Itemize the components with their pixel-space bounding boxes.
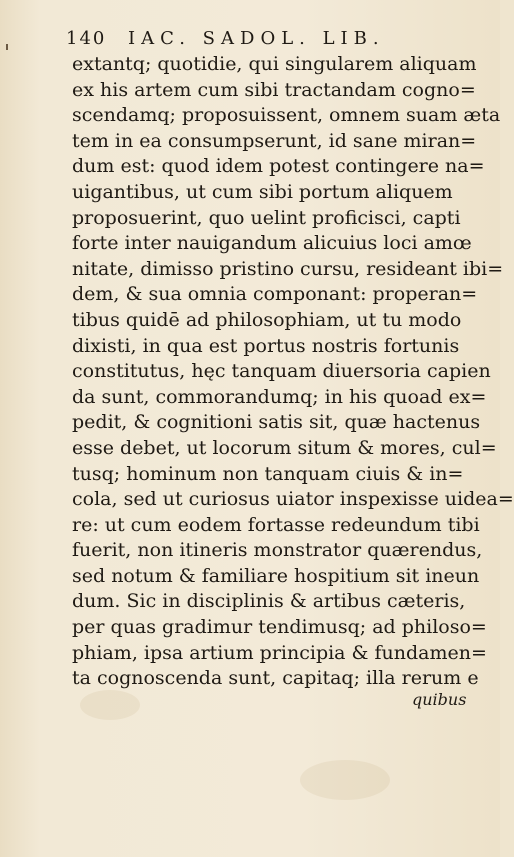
text-line: constitutus, hęc tanquam diuersoria capien xyxy=(72,360,491,383)
text-line: scendamq; proposuissent, omnem suam æta xyxy=(72,104,501,127)
text-line: da sunt, commorandumq; in his quoad ex= xyxy=(72,385,487,408)
paper-stain xyxy=(80,690,140,720)
text-line: extantq; quotidie, qui singularem aliquam xyxy=(72,53,477,75)
paper-stain xyxy=(300,760,390,800)
text-line: sed notum & familiare hospitium sit ineun xyxy=(72,564,480,587)
text-line: pedit, & cognitioni satis sit, quæ hactenus xyxy=(72,411,481,434)
text-line: dum. Sic in disciplinis & artibus cæteris, xyxy=(72,590,466,613)
text-line: ta cognoscenda sunt, capitaq; illa rerum e xyxy=(72,667,479,690)
text-line: cola, sed ut curiosus uiator inspexisse uidea= xyxy=(72,488,514,511)
text-line: tibus quidē ad philosophiam, ut tu modo xyxy=(72,308,462,331)
text-line: nitate, dimisso pristino cursu, resideant ibi= xyxy=(72,257,504,280)
text-line: ex his artem cum sibi tractandam cogno= xyxy=(72,78,476,101)
text-line: forte inter nauigandum alicuius loci amœ xyxy=(72,232,472,255)
margin-mark xyxy=(6,44,8,50)
text-line: esse debet, ut locorum situm & mores, cul= xyxy=(72,436,497,459)
text-line: uigantibus, ut cum sibi portum aliquem xyxy=(72,180,453,203)
text-line: dem, & sua omnia componant: properan= xyxy=(72,283,478,306)
text-line: re: ut cum eodem fortasse redeundum tibi xyxy=(72,513,480,536)
running-head: IAC. SADOL. LIB. xyxy=(128,28,385,49)
text-line: per quas gradimur tendimusq; ad philoso= xyxy=(72,616,487,639)
page-number: 140 xyxy=(66,28,107,49)
page-header xyxy=(66,28,426,52)
text-line: phiam, ipsa artium principia & fundamen= xyxy=(72,641,487,664)
text-line: dixisti, in qua est portus nostris fortunis xyxy=(72,334,460,357)
catchword: quibus xyxy=(412,690,467,709)
text-line: tem in ea consumpserunt, id sane miran= xyxy=(72,129,477,152)
text-line: proposuerint, quo uelint proficisci, capti xyxy=(72,206,461,229)
text-line: tusq; hominum non tanquam ciuis & in= xyxy=(72,462,464,485)
text-block xyxy=(72,52,514,692)
text-line: dum est: quod idem potest contingere na= xyxy=(72,155,485,178)
text-line: fuerit, non itineris monstrator quærendus, xyxy=(72,539,483,562)
